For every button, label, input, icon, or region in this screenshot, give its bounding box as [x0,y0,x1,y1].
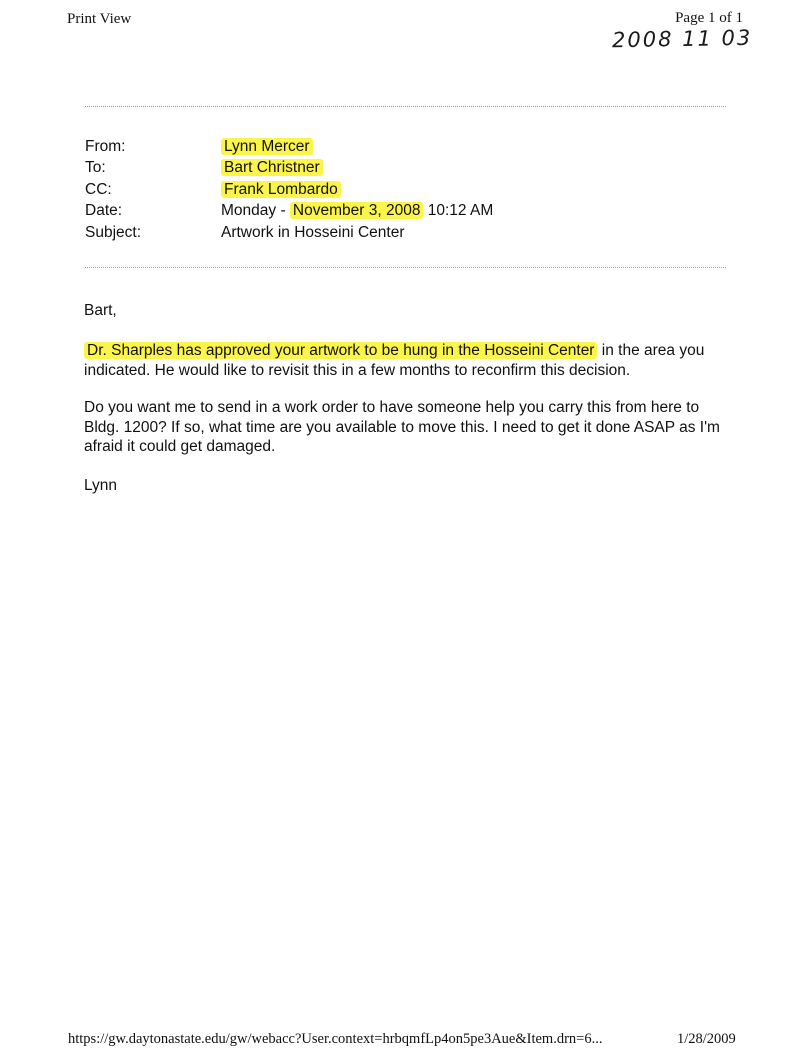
date-prefix: Monday - [221,202,290,219]
date-value [221,200,493,221]
subject-label: Subject: [85,224,142,241]
print-view-label: Print View [67,11,132,27]
paragraph-work-order: Do you want me to send in a work order to have someone help you carry this from here to Bldg. 1200? If so, what time are you available to move this. I need to get it done ASAP as I'm afraid it could get damaged. [84,399,720,455]
from-highlight: Lynn Mercer [221,138,313,155]
footer-date: 1/28/2009 [677,1031,736,1047]
approval-highlight: Dr. Sharples has approved your artwork to be hung in the Hosseini Center [84,342,597,359]
date-highlight: November 3, 2008 [290,202,424,219]
approval-rest: in the area you indicated. He would like to revisit this in a few months to reconfirm this decision. [84,342,705,379]
page-number: Page 1 of 1 [675,10,743,26]
from-label: From: [85,138,126,155]
cc-highlight: Frank Lombardo [221,181,341,198]
footer-url: https://gw.daytonastate.edu/gw/webacc?User.context=hrbqmfLp4on5pe3Aue&Item.drn=6... [68,1031,603,1047]
handwritten-date-note: 2008 11 03 [611,25,753,53]
cc-label: CC: [85,181,112,198]
subject-value: Artwork in Hosseini Center [221,224,405,241]
cc-value [221,179,341,200]
to-value [221,157,323,178]
greeting: Bart, [84,302,117,319]
signoff: Lynn [84,477,118,494]
from-value [221,136,313,157]
header-divider-bottom [85,267,726,268]
date-suffix: 10:12 AM [423,202,494,219]
date-label: Date: [85,202,123,219]
to-label: To: [85,159,106,176]
to-highlight: Bart Christner [221,159,323,176]
paragraph-approval [84,341,734,380]
header-divider-top [85,106,726,107]
